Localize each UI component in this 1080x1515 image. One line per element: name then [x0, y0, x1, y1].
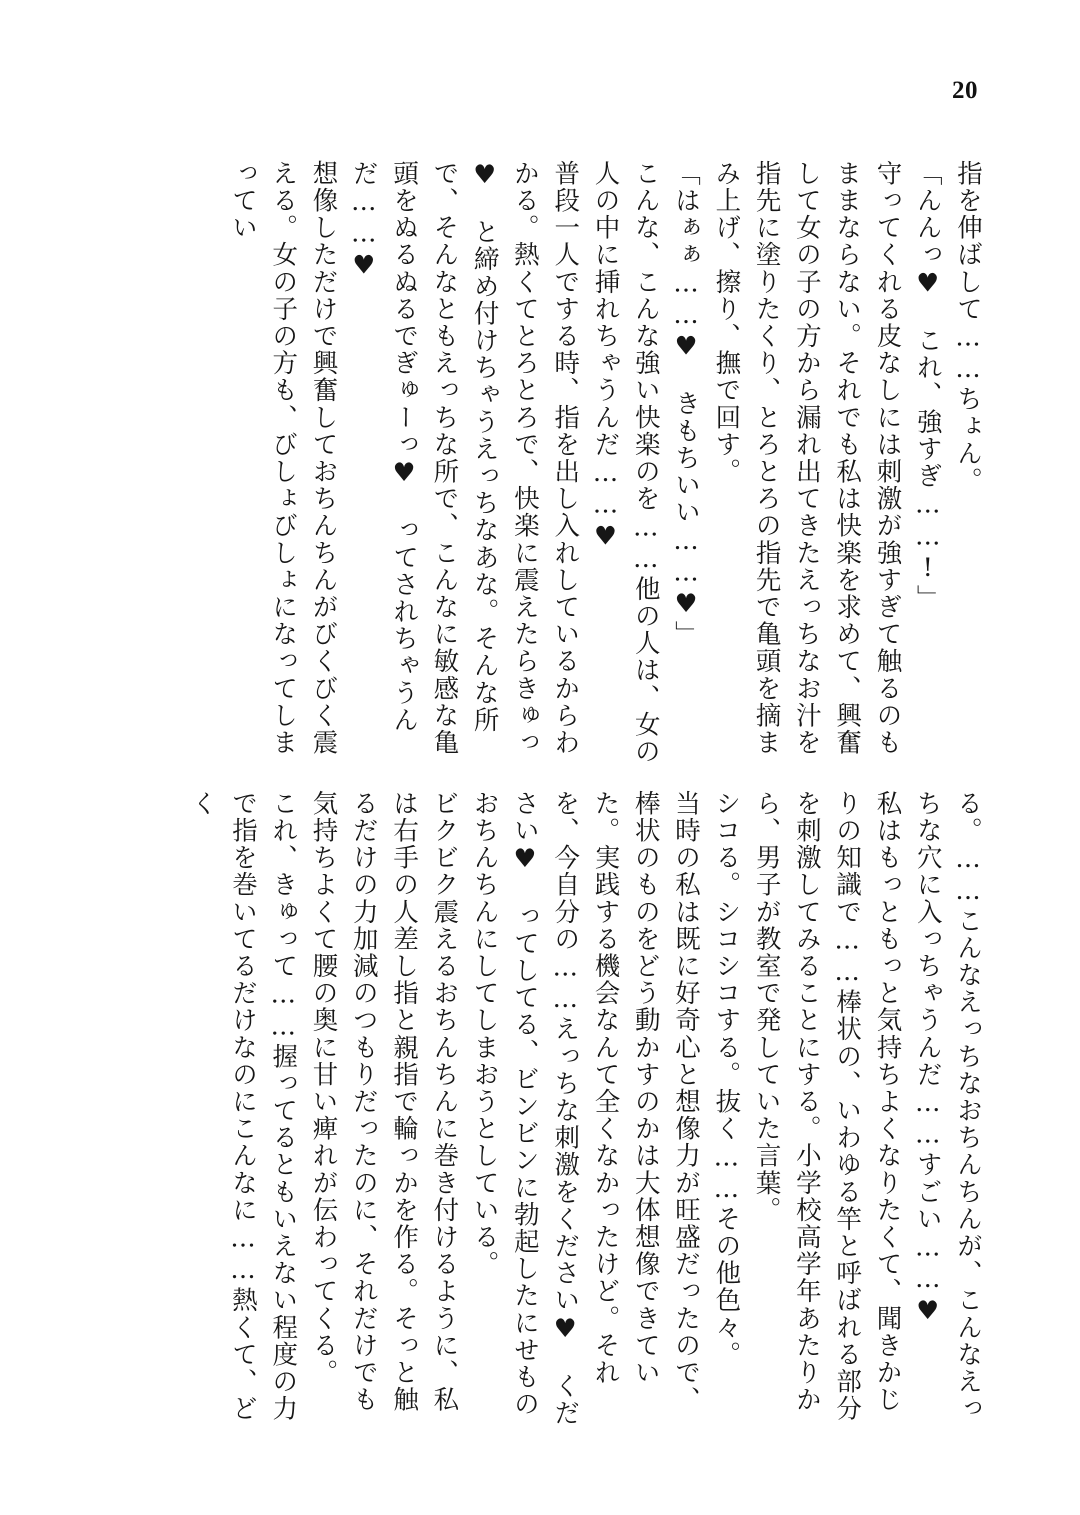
paragraph-p9: 私はもっともっと気持ちよくなりたくて、聞きかじりの知識で……棒状の、いわゆる竿と呼ばれる部分を刺激してみることにする。小学校高学年あたりから、男子が教室で発していた言葉。 — [751, 790, 903, 1423]
paragraph-p7: 想像しただけで興奮しておちんちんがびくびく震える。女の子の方も、びしょびしょになってしまってい — [227, 160, 339, 757]
paragraph-p5: こんな、こんな強い快楽のを……他の人は、女の人の中に挿れちゃうんだ……♥ — [590, 160, 661, 766]
paragraph-p2: 「んんっ♥ これ、強すぎ……!」 — [912, 160, 943, 612]
paragraph-p8: る。……こんなえっちなおちんちんが、こんなえっちな穴に入っちゃうんだ……すごい……♥ — [912, 790, 983, 1423]
paragraph-p11: 当時の私は既に好奇心と想像力が旺盛だったので、棒状のものをどう動かすのかは大体想像できていた。実践する機会なんて全くなかったけど。それを、今自分の……えっちな刺激をください♥ ください♥ ってしてる、ビンビンに勃起したにせものおちんちんにしてしまおうとしている。 — [469, 790, 702, 1427]
page-number: 20 — [952, 77, 978, 104]
body-text-upper-block — [178, 160, 988, 780]
paragraph-p3: 守ってくれる皮なしには刺激が強すぎて触るのもままならない。それでも私は快楽を求めて、興奮して女の子の方から漏れ出てきたえっちなお汁を指先に塗りたくり、とろとろの指先で亀頭を摘まみ上げ、擦り、撫で回す。 — [711, 160, 903, 757]
paragraph-p1: 指を伸ばして……ちょん。 — [953, 160, 983, 495]
paragraph-p4: 「はぁぁ……♥ きもちいい……♥」 — [671, 160, 702, 648]
paragraph-p10: シコる。シコシコする。抜く……その他色々。 — [711, 790, 742, 1369]
paragraph-p12: ビクビク震えるおちんちんに巻き付けるように、私は右手の人差し指と親指で輪っかを作る。そっと触るだけの力加減のつもりだったのに、それだけでも気持ちよくて腰の奥に甘い痺れが伝わってくる。 — [308, 790, 460, 1414]
body-text-lower-block — [158, 790, 988, 1430]
paragraph-p13: これ、きゅって……握ってるともいえない程度の力で指を巻いてるだけなのにこんなに……熱くて、どく — [187, 790, 299, 1423]
paragraph-p6: 普段一人でする時、指を出し入れしているからわかる。熱くてとろとろで、快楽に震えたらきゅっ♥ と締め付けちゃうえっちなあな。そんな所で、そんなともえっちな所で、こんなに敏感な亀頭をぬるぬるでぎゅーっ♥ ってされちゃうんだ……♥ — [348, 160, 581, 757]
